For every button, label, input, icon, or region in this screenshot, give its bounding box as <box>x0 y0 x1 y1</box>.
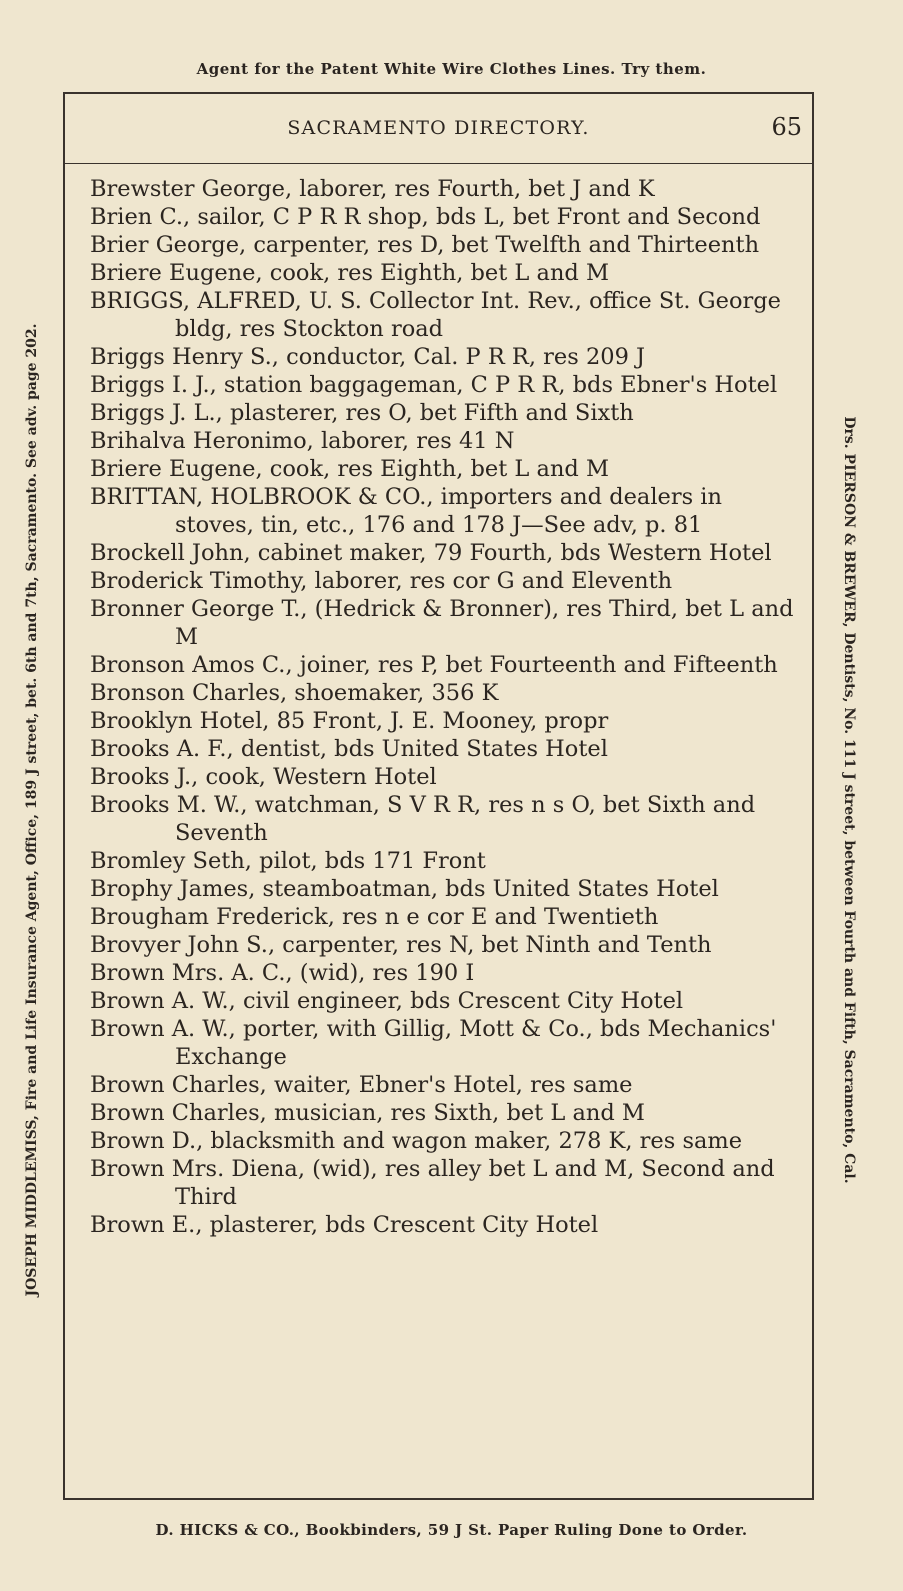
directory-entry: BRIGGS, ALFRED, U. S. Collector Int. Rev., office St. George bldg, res Stockton road <box>90 288 781 342</box>
page-number: 65 <box>771 113 802 141</box>
directory-entry: Broderick Timothy, laborer, res cor G and Eleventh <box>90 568 673 594</box>
right-margin-advertisement <box>830 270 857 1330</box>
directory-entry: Brooklyn Hotel, 85 Front, J. E. Mooney, propr <box>90 708 609 734</box>
running-head <box>63 113 814 153</box>
directory-entry: Briere Eugene, cook, res Eighth, bet L and M <box>90 456 610 482</box>
directory-entry: Briggs Henry S., conductor, Cal. P R R, res 209 J <box>90 344 646 370</box>
directory-entry: Bronson Charles, shoemaker, 356 K <box>90 680 499 706</box>
directory-entry: Bronson Amos C., joiner, res P, bet Fourteenth and Fifteenth <box>90 652 778 678</box>
running-head-title: SACRAMENTO DIRECTORY. <box>287 117 590 139</box>
directory-entry: Brown A. W., porter, with Gillig, Mott & Co., bds Mechanics' Exchange <box>90 1016 777 1070</box>
directory-entry: Brown E., plasterer, bds Crescent City Hotel <box>90 1212 599 1238</box>
directory-entry: Brown Charles, musician, res Sixth, bet L and M <box>90 1100 645 1126</box>
directory-entry: Brooks J., cook, Western Hotel <box>90 764 437 790</box>
directory-entry: Brooks A. F., dentist, bds United States Hotel <box>90 736 608 762</box>
directory-entry: Bronner George T., (Hedrick & Bronner), res Third, bet L and M <box>90 596 794 650</box>
directory-entry: Brihalva Heronimo, laborer, res 41 N <box>90 428 515 454</box>
directory-entry: Briggs J. L., plasterer, res O, bet Fifth and Sixth <box>90 400 634 426</box>
footer-rule <box>63 1498 814 1500</box>
bottom-advertisement: D. HICKS & CO., Bookbinders, 59 J St. Paper Ruling Done to Order. <box>155 1521 748 1539</box>
left-margin-advertisement <box>20 160 44 1460</box>
directory-entry: Brier George, carpenter, res D, bet Twelfth and Thirteenth <box>90 232 760 258</box>
directory-entry: BRITTAN, HOLBROOK & CO., importers and dealers in stoves, tin, etc., 176 and 178 J—See adv, p. 81 <box>90 484 722 538</box>
directory-entry: Brophy James, steamboatman, bds United States Hotel <box>90 876 719 902</box>
directory-entry: Brooks M. W., watchman, S V R R, res n s O, bet Sixth and Seventh <box>90 792 756 846</box>
directory-entry: Briere Eugene, cook, res Eighth, bet L and M <box>90 260 610 286</box>
header-rule <box>63 163 814 164</box>
directory-entry: Brewster George, laborer, res Fourth, bet J and K <box>90 176 655 202</box>
directory-entry: Brien C., sailor, C P R R shop, bds L, bet Front and Second <box>90 204 761 230</box>
directory-entry: Brown Mrs. A. C., (wid), res 190 I <box>90 960 475 986</box>
directory-entry: Brown Charles, waiter, Ebner's Hotel, res same <box>90 1072 633 1098</box>
directory-entry: Brown Mrs. Diena, (wid), res alley bet L and M, Second and Third <box>90 1156 775 1210</box>
directory-entries <box>90 175 795 1239</box>
directory-entry: Brown A. W., civil engineer, bds Crescent City Hotel <box>90 988 684 1014</box>
directory-entry: Brockell John, cabinet maker, 79 Fourth, bds Western Hotel <box>90 540 772 566</box>
left-margin-ad-text: JOSEPH MIDDLEMISS, Fire and Life Insurance Agent, Office, 189 J street, bet. 6th and 7th, Sacramento. See adv. page 202. <box>24 323 40 1297</box>
directory-entry: Brougham Frederick, res n e cor E and Twentieth <box>90 904 659 930</box>
directory-entry: Briggs I. J., station baggageman, C P R R, bds Ebner's Hotel <box>90 372 778 398</box>
directory-entry: Brown D., blacksmith and wagon maker, 278 K, res same <box>90 1128 743 1154</box>
directory-entry: Bromley Seth, pilot, bds 171 Front <box>90 848 486 874</box>
directory-entry: Brovyer John S., carpenter, res N, bet Ninth and Tenth <box>90 932 712 958</box>
top-advertisement: Agent for the Patent White Wire Clothes Lines. Try them. <box>196 60 707 78</box>
right-margin-ad-text: Drs. PIERSON & BREWER, Dentists, No. 111 J street, between Fourth and Fifth, Sacramento, Cal. <box>841 416 857 1184</box>
